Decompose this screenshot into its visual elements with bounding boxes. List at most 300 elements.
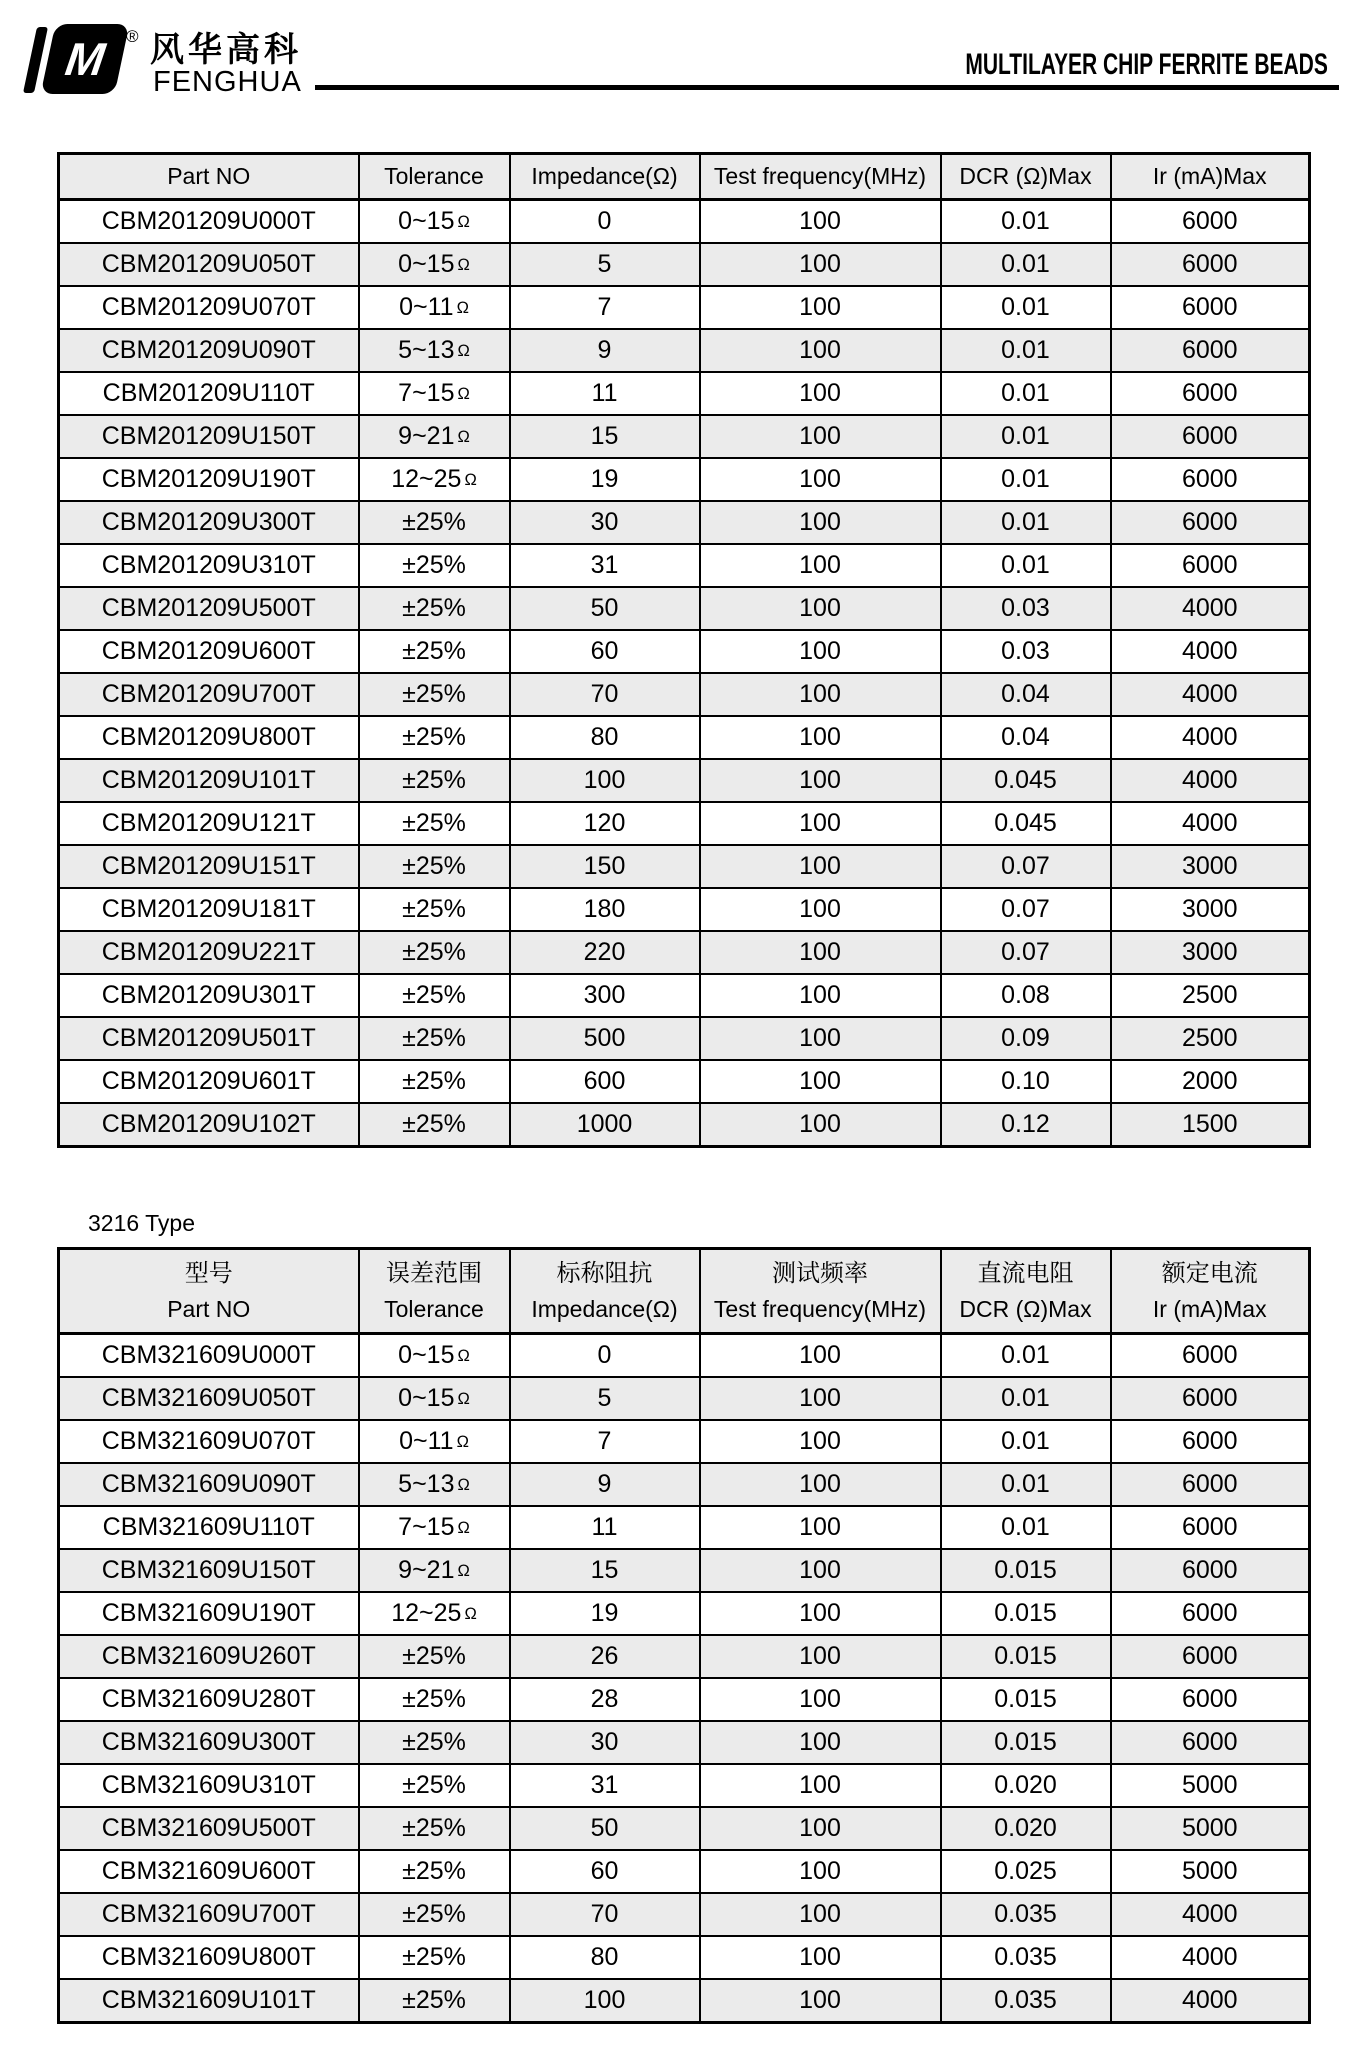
- test-frequency-cell: 100: [700, 1807, 941, 1850]
- dcr-cell: 0.01: [941, 501, 1111, 544]
- part-no-cell: CBM321609U090T: [59, 1463, 359, 1506]
- part-no-cell: CBM321609U000T: [59, 1334, 359, 1378]
- ir-cell: 4000: [1111, 1979, 1310, 2023]
- ir-cell: 6000: [1111, 501, 1310, 544]
- ir-cell: 6000: [1111, 372, 1310, 415]
- ir-cell: 3000: [1111, 845, 1310, 888]
- part-no-cell: CBM321609U500T: [59, 1807, 359, 1850]
- column-header-en: Test frequency(MHz): [713, 1295, 927, 1322]
- dcr-cell: 0.025: [941, 1850, 1111, 1893]
- part-no-cell: CBM201209U700T: [59, 673, 359, 716]
- tolerance-cell: 0~11 Ω: [359, 286, 510, 329]
- impedance-cell: 9: [510, 1463, 700, 1506]
- tolerance-cell: ±25%: [359, 1764, 510, 1807]
- tolerance-cell: ±25%: [359, 1807, 510, 1850]
- part-no-cell: CBM201209U151T: [59, 845, 359, 888]
- part-no-cell: CBM321609U260T: [59, 1635, 359, 1678]
- tolerance-cell: 0~15 Ω: [359, 1334, 510, 1378]
- column-header-en: Tolerance: [384, 1295, 484, 1322]
- header-divider: [315, 85, 1339, 90]
- page-title: MULTILAYER CHIP FERRITE BEADS: [965, 48, 1328, 81]
- ir-cell: 4000: [1111, 673, 1310, 716]
- test-frequency-cell: 100: [700, 501, 941, 544]
- tolerance-cell: ±25%: [359, 1635, 510, 1678]
- impedance-cell: 100: [510, 1979, 700, 2023]
- test-frequency-cell: 100: [700, 1721, 941, 1764]
- test-frequency-cell: 100: [700, 286, 941, 329]
- table-row: [59, 802, 1310, 845]
- test-frequency-cell: 100: [700, 1678, 941, 1721]
- ir-cell: 5000: [1111, 1807, 1310, 1850]
- part-no-cell: CBM321609U600T: [59, 1850, 359, 1893]
- ohm-symbol: Ω: [457, 1562, 470, 1580]
- test-frequency-cell: 100: [700, 200, 941, 244]
- test-frequency-cell: 100: [700, 931, 941, 974]
- tolerance-cell: 5~13 Ω: [359, 1463, 510, 1506]
- table-row: [59, 1463, 1310, 1506]
- column-header-cn: 测试频率: [772, 1259, 868, 1287]
- column-header-ir: Ir (mA)Max: [1111, 154, 1310, 200]
- dcr-cell: 0.035: [941, 1979, 1111, 2023]
- dcr-cell: 0.07: [941, 845, 1111, 888]
- impedance-cell: 60: [510, 630, 700, 673]
- part-no-cell: CBM201209U501T: [59, 1017, 359, 1060]
- dcr-cell: 0.015: [941, 1549, 1111, 1592]
- tolerance-cell: 7~15 Ω: [359, 1506, 510, 1549]
- tolerance-cell: ±25%: [359, 888, 510, 931]
- table-row: [59, 1334, 1310, 1378]
- ir-cell: 6000: [1111, 1506, 1310, 1549]
- part-no-cell: CBM201209U102T: [59, 1103, 359, 1147]
- impedance-cell: 0: [510, 1334, 700, 1378]
- part-no-cell: CBM321609U190T: [59, 1592, 359, 1635]
- part-no-cell: CBM201209U050T: [59, 243, 359, 286]
- dcr-cell: 0.01: [941, 544, 1111, 587]
- impedance-cell: 7: [510, 286, 700, 329]
- test-frequency-cell: 100: [700, 1060, 941, 1103]
- dcr-cell: 0.035: [941, 1893, 1111, 1936]
- tolerance-cell: ±25%: [359, 931, 510, 974]
- table-row: [59, 630, 1310, 673]
- table-row: [59, 845, 1310, 888]
- test-frequency-cell: 100: [700, 1463, 941, 1506]
- impedance-cell: 70: [510, 673, 700, 716]
- table-row: [59, 931, 1310, 974]
- test-frequency-cell: 100: [700, 458, 941, 501]
- part-no-cell: CBM321609U300T: [59, 1721, 359, 1764]
- column-header-cn: 误差范围: [386, 1259, 482, 1287]
- impedance-cell: 80: [510, 716, 700, 759]
- tolerance-cell: ±25%: [359, 630, 510, 673]
- impedance-cell: 28: [510, 1678, 700, 1721]
- table-row: [59, 1936, 1310, 1979]
- column-header-en: Impedance(Ω): [531, 1295, 678, 1322]
- part-no-cell: CBM201209U301T: [59, 974, 359, 1017]
- dcr-cell: 0.01: [941, 243, 1111, 286]
- ir-cell: 6000: [1111, 1377, 1310, 1420]
- column-header-part-no: [59, 1249, 359, 1334]
- ir-cell: 4000: [1111, 630, 1310, 673]
- ir-cell: 6000: [1111, 1549, 1310, 1592]
- part-no-cell: CBM201209U190T: [59, 458, 359, 501]
- dcr-cell: 0.020: [941, 1807, 1111, 1850]
- column-header-tolerance: Tolerance: [359, 154, 510, 200]
- tolerance-cell: ±25%: [359, 544, 510, 587]
- ohm-symbol: Ω: [457, 385, 470, 403]
- dcr-cell: 0.035: [941, 1936, 1111, 1979]
- ir-cell: 6000: [1111, 1334, 1310, 1378]
- impedance-cell: 11: [510, 372, 700, 415]
- table-row: [59, 1592, 1310, 1635]
- table-row: [59, 974, 1310, 1017]
- dcr-cell: 0.03: [941, 587, 1111, 630]
- table-row: [59, 243, 1310, 286]
- impedance-cell: 15: [510, 1549, 700, 1592]
- ohm-symbol: Ω: [456, 1433, 469, 1451]
- impedance-cell: 5: [510, 243, 700, 286]
- impedance-cell: 30: [510, 501, 700, 544]
- tolerance-cell: ±25%: [359, 1850, 510, 1893]
- test-frequency-cell: 100: [700, 1017, 941, 1060]
- tolerance-cell: 9~21 Ω: [359, 415, 510, 458]
- test-frequency-cell: 100: [700, 802, 941, 845]
- table-row: [59, 415, 1310, 458]
- ir-cell: 4000: [1111, 1936, 1310, 1979]
- impedance-cell: 600: [510, 1060, 700, 1103]
- tolerance-cell: 0~15 Ω: [359, 243, 510, 286]
- section-label-3216-type: 3216 Type: [88, 1210, 196, 1236]
- impedance-cell: 220: [510, 931, 700, 974]
- column-header-part-no: Part NO: [59, 154, 359, 200]
- part-no-cell: CBM201209U150T: [59, 415, 359, 458]
- impedance-cell: 0: [510, 200, 700, 244]
- impedance-cell: 50: [510, 1807, 700, 1850]
- table-row: [59, 1635, 1310, 1678]
- impedance-cell: 15: [510, 415, 700, 458]
- column-header-en: Ir (mA)Max: [1152, 1295, 1267, 1322]
- impedance-cell: 500: [510, 1017, 700, 1060]
- column-header-tolerance: [359, 1249, 510, 1334]
- column-header-cn: 直流电阻: [977, 1259, 1074, 1287]
- ir-cell: 2500: [1111, 974, 1310, 1017]
- part-no-cell: CBM201209U601T: [59, 1060, 359, 1103]
- test-frequency-cell: 100: [700, 1506, 941, 1549]
- tolerance-cell: 0~15 Ω: [359, 1377, 510, 1420]
- test-frequency-cell: 100: [700, 1549, 941, 1592]
- impedance-cell: 7: [510, 1420, 700, 1463]
- part-no-cell: CBM201209U101T: [59, 759, 359, 802]
- tolerance-cell: ±25%: [359, 673, 510, 716]
- tolerance-cell: ±25%: [359, 1017, 510, 1060]
- ir-cell: 6000: [1111, 544, 1310, 587]
- part-no-cell: CBM321609U101T: [59, 1979, 359, 2023]
- fenghua-logo-icon: [41, 24, 130, 94]
- tolerance-cell: ±25%: [359, 716, 510, 759]
- table-row: [59, 1979, 1310, 2023]
- impedance-cell: 30: [510, 1721, 700, 1764]
- table-row: [59, 458, 1310, 501]
- dcr-cell: 0.01: [941, 200, 1111, 244]
- tolerance-cell: 0~11 Ω: [359, 1420, 510, 1463]
- column-header-dcr: [941, 1249, 1111, 1334]
- table-row: [59, 1721, 1310, 1764]
- ohm-symbol: Ω: [457, 342, 470, 360]
- dcr-cell: 0.01: [941, 1463, 1111, 1506]
- dcr-cell: 0.09: [941, 1017, 1111, 1060]
- impedance-cell: 60: [510, 1850, 700, 1893]
- column-header-en: Part NO: [167, 1295, 251, 1322]
- ir-cell: 6000: [1111, 200, 1310, 244]
- tolerance-cell: 9~21 Ω: [359, 1549, 510, 1592]
- part-no-cell: CBM201209U500T: [59, 587, 359, 630]
- ir-cell: 6000: [1111, 1420, 1310, 1463]
- ir-cell: 6000: [1111, 1635, 1310, 1678]
- ohm-symbol: Ω: [464, 1605, 477, 1623]
- tolerance-cell: 5~13 Ω: [359, 329, 510, 372]
- table-row: [59, 1893, 1310, 1936]
- test-frequency-cell: 100: [700, 544, 941, 587]
- test-frequency-cell: 100: [700, 1103, 941, 1147]
- ir-cell: 2500: [1111, 1017, 1310, 1060]
- dcr-cell: 0.020: [941, 1764, 1111, 1807]
- dcr-cell: 0.04: [941, 716, 1111, 759]
- test-frequency-cell: 100: [700, 1850, 941, 1893]
- table-row: [59, 673, 1310, 716]
- impedance-cell: 50: [510, 587, 700, 630]
- ir-cell: 6000: [1111, 243, 1310, 286]
- part-no-cell: CBM201209U221T: [59, 931, 359, 974]
- tolerance-cell: 12~25 Ω: [359, 1592, 510, 1635]
- ir-cell: 4000: [1111, 802, 1310, 845]
- tolerance-cell: ±25%: [359, 1893, 510, 1936]
- tolerance-cell: ±25%: [359, 587, 510, 630]
- part-no-cell: CBM201209U070T: [59, 286, 359, 329]
- table-row: [59, 1060, 1310, 1103]
- table-row: [59, 1850, 1310, 1893]
- table-2012-type: [57, 152, 1311, 1148]
- ohm-symbol: Ω: [457, 1519, 470, 1537]
- tolerance-cell: 12~25 Ω: [359, 458, 510, 501]
- part-no-cell: CBM201209U181T: [59, 888, 359, 931]
- dcr-cell: 0.015: [941, 1635, 1111, 1678]
- tolerance-cell: ±25%: [359, 1936, 510, 1979]
- column-header-impedance: Impedance(Ω): [510, 154, 700, 200]
- dcr-cell: 0.01: [941, 1420, 1111, 1463]
- test-frequency-cell: 100: [700, 1420, 941, 1463]
- tolerance-cell: 7~15 Ω: [359, 372, 510, 415]
- test-frequency-cell: 100: [700, 1764, 941, 1807]
- dcr-cell: 0.01: [941, 1377, 1111, 1420]
- tolerance-cell: ±25%: [359, 845, 510, 888]
- part-no-cell: CBM321609U800T: [59, 1936, 359, 1979]
- tolerance-cell: ±25%: [359, 1678, 510, 1721]
- tolerance-cell: ±25%: [359, 759, 510, 802]
- test-frequency-cell: 100: [700, 888, 941, 931]
- ir-cell: 6000: [1111, 1721, 1310, 1764]
- ir-cell: 6000: [1111, 415, 1310, 458]
- dcr-cell: 0.045: [941, 759, 1111, 802]
- column-header-test-frequency: [700, 1249, 941, 1334]
- dcr-cell: 0.03: [941, 630, 1111, 673]
- column-header-cn: 标称阻抗: [556, 1259, 653, 1287]
- tolerance-cell: ±25%: [359, 974, 510, 1017]
- column-header-en: DCR (Ω)Max: [959, 1295, 1092, 1322]
- table-row: [59, 1103, 1310, 1147]
- table-row: [59, 1549, 1310, 1592]
- tolerance-cell: ±25%: [359, 1060, 510, 1103]
- part-no-cell: CBM321609U110T: [59, 1506, 359, 1549]
- table-row: [59, 759, 1310, 802]
- tolerance-cell: ±25%: [359, 802, 510, 845]
- registered-trademark-icon: ®: [126, 27, 139, 46]
- ir-cell: 3000: [1111, 931, 1310, 974]
- column-header-ir: [1111, 1249, 1310, 1334]
- dcr-cell: 0.01: [941, 286, 1111, 329]
- logo-english-name: FENGHUA: [153, 66, 302, 98]
- ir-cell: 6000: [1111, 329, 1310, 372]
- table-row: [59, 1506, 1310, 1549]
- test-frequency-cell: 100: [700, 1592, 941, 1635]
- test-frequency-cell: 100: [700, 372, 941, 415]
- ir-cell: 2000: [1111, 1060, 1310, 1103]
- test-frequency-cell: 100: [700, 974, 941, 1017]
- test-frequency-cell: 100: [700, 1936, 941, 1979]
- part-no-cell: CBM201209U090T: [59, 329, 359, 372]
- part-no-cell: CBM321609U070T: [59, 1420, 359, 1463]
- ir-cell: 4000: [1111, 759, 1310, 802]
- test-frequency-cell: 100: [700, 845, 941, 888]
- table-row: [59, 501, 1310, 544]
- dcr-cell: 0.015: [941, 1592, 1111, 1635]
- dcr-cell: 0.08: [941, 974, 1111, 1017]
- test-frequency-cell: 100: [700, 1334, 941, 1378]
- table-row: [59, 1377, 1310, 1420]
- table-row: [59, 1017, 1310, 1060]
- tolerance-cell: ±25%: [359, 1979, 510, 2023]
- table-row: [59, 1807, 1310, 1850]
- ohm-symbol: Ω: [457, 428, 470, 446]
- impedance-cell: 180: [510, 888, 700, 931]
- dcr-cell: 0.015: [941, 1721, 1111, 1764]
- column-header-test-frequency: Test frequency(MHz): [700, 154, 941, 200]
- part-no-cell: CBM201209U310T: [59, 544, 359, 587]
- ohm-symbol: Ω: [457, 213, 470, 231]
- ohm-symbol: Ω: [457, 256, 470, 274]
- impedance-cell: 150: [510, 845, 700, 888]
- test-frequency-cell: 100: [700, 630, 941, 673]
- table-row: [59, 200, 1310, 244]
- dcr-cell: 0.01: [941, 1334, 1111, 1378]
- ohm-symbol: Ω: [464, 471, 477, 489]
- test-frequency-cell: 100: [700, 716, 941, 759]
- table-row: [59, 716, 1310, 759]
- test-frequency-cell: 100: [700, 1979, 941, 2023]
- dcr-cell: 0.015: [941, 1678, 1111, 1721]
- impedance-cell: 9: [510, 329, 700, 372]
- impedance-cell: 19: [510, 458, 700, 501]
- table-3216-type: [57, 1247, 1311, 2024]
- ohm-symbol: Ω: [457, 1390, 470, 1408]
- ir-cell: 6000: [1111, 458, 1310, 501]
- part-no-cell: CBM201209U121T: [59, 802, 359, 845]
- table-row: [59, 372, 1310, 415]
- table2-header-row: [59, 1249, 1310, 1334]
- table-row: [59, 329, 1310, 372]
- tolerance-cell: ±25%: [359, 1103, 510, 1147]
- dcr-cell: 0.01: [941, 415, 1111, 458]
- tolerance-cell: ±25%: [359, 1721, 510, 1764]
- test-frequency-cell: 100: [700, 415, 941, 458]
- table-row: [59, 1420, 1310, 1463]
- part-no-cell: CBM201209U300T: [59, 501, 359, 544]
- ohm-symbol: Ω: [456, 299, 469, 317]
- part-no-cell: CBM321609U700T: [59, 1893, 359, 1936]
- tolerance-cell: ±25%: [359, 501, 510, 544]
- column-header-impedance: [510, 1249, 700, 1334]
- ir-cell: 6000: [1111, 1592, 1310, 1635]
- impedance-cell: 70: [510, 1893, 700, 1936]
- impedance-cell: 31: [510, 544, 700, 587]
- ir-cell: 4000: [1111, 716, 1310, 759]
- dcr-cell: 0.01: [941, 458, 1111, 501]
- part-no-cell: CBM321609U280T: [59, 1678, 359, 1721]
- ir-cell: 1500: [1111, 1103, 1310, 1147]
- test-frequency-cell: 100: [700, 329, 941, 372]
- column-header-cn: 型号: [184, 1259, 233, 1287]
- test-frequency-cell: 100: [700, 587, 941, 630]
- impedance-cell: 300: [510, 974, 700, 1017]
- impedance-cell: 1000: [510, 1103, 700, 1147]
- ir-cell: 6000: [1111, 286, 1310, 329]
- impedance-cell: 120: [510, 802, 700, 845]
- part-no-cell: CBM201209U110T: [59, 372, 359, 415]
- ohm-symbol: Ω: [457, 1476, 470, 1494]
- ir-cell: 4000: [1111, 1893, 1310, 1936]
- dcr-cell: 0.04: [941, 673, 1111, 716]
- test-frequency-cell: 100: [700, 673, 941, 716]
- table-row: [59, 1678, 1310, 1721]
- test-frequency-cell: 100: [700, 1377, 941, 1420]
- dcr-cell: 0.07: [941, 931, 1111, 974]
- impedance-cell: 19: [510, 1592, 700, 1635]
- part-no-cell: CBM321609U050T: [59, 1377, 359, 1420]
- test-frequency-cell: 100: [700, 243, 941, 286]
- dcr-cell: 0.01: [941, 329, 1111, 372]
- impedance-cell: 11: [510, 1506, 700, 1549]
- part-no-cell: CBM321609U310T: [59, 1764, 359, 1807]
- dcr-cell: 0.045: [941, 802, 1111, 845]
- part-no-cell: CBM201209U600T: [59, 630, 359, 673]
- test-frequency-cell: 100: [700, 759, 941, 802]
- dcr-cell: 0.07: [941, 888, 1111, 931]
- logo-chinese-name: 风华高科: [150, 31, 302, 69]
- dcr-cell: 0.01: [941, 1506, 1111, 1549]
- ohm-symbol: Ω: [457, 1347, 470, 1365]
- dcr-cell: 0.01: [941, 372, 1111, 415]
- impedance-cell: 31: [510, 1764, 700, 1807]
- part-no-cell: CBM321609U150T: [59, 1549, 359, 1592]
- ir-cell: 4000: [1111, 587, 1310, 630]
- dcr-cell: 0.10: [941, 1060, 1111, 1103]
- part-no-cell: CBM201209U000T: [59, 200, 359, 244]
- part-no-cell: CBM201209U800T: [59, 716, 359, 759]
- ir-cell: 6000: [1111, 1463, 1310, 1506]
- table-row: [59, 544, 1310, 587]
- table-row: [59, 587, 1310, 630]
- test-frequency-cell: 100: [700, 1635, 941, 1678]
- table1-header-row: [59, 154, 1310, 200]
- test-frequency-cell: 100: [700, 1893, 941, 1936]
